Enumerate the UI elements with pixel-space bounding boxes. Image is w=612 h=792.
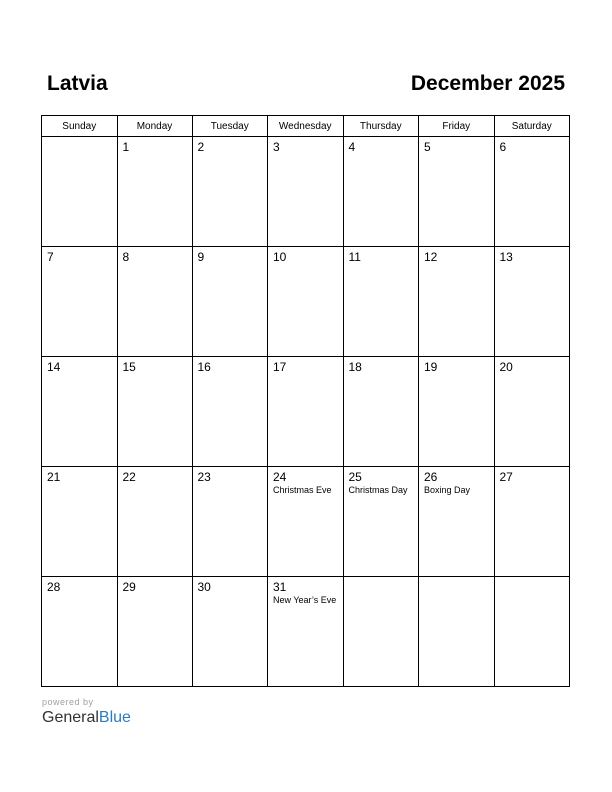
day-number: 31	[273, 580, 287, 594]
day-number: 15	[122, 360, 136, 374]
weekday-wednesday: Wednesday	[268, 116, 344, 137]
day-cell	[192, 137, 268, 247]
weekday-sunday: Sunday	[42, 116, 118, 137]
day-number: 2	[197, 140, 205, 154]
brand-blue-text: Blue	[98, 709, 131, 726]
weekday-saturday: Saturday	[494, 116, 570, 137]
day-number: 24	[273, 470, 287, 484]
day-number: 7	[47, 250, 54, 264]
week-row	[42, 577, 570, 687]
week-row	[42, 467, 570, 577]
day-number: 20	[499, 360, 513, 374]
weekday-friday: Friday	[419, 116, 495, 137]
day-number: 6	[499, 140, 507, 154]
day-cell	[419, 137, 495, 247]
day-number: 1	[122, 140, 130, 154]
week-row	[42, 137, 570, 247]
day-number: 28	[47, 580, 61, 594]
day-number: 4	[348, 140, 356, 154]
day-number: 25	[348, 470, 362, 484]
day-cell	[192, 467, 268, 577]
day-cell	[419, 247, 495, 357]
day-number: 12	[424, 250, 438, 264]
brand-general-text: General	[42, 709, 99, 726]
day-cell	[419, 577, 495, 687]
country-title: Latvia	[47, 72, 108, 95]
footer-branding	[42, 697, 131, 728]
day-cell	[419, 467, 495, 577]
day-number: 14	[47, 360, 61, 374]
day-cell	[494, 357, 570, 467]
day-cell	[268, 357, 344, 467]
day-cell	[42, 577, 118, 687]
day-cell	[268, 577, 344, 687]
day-number: 21	[47, 470, 61, 484]
day-cell	[42, 467, 118, 577]
day-cell	[117, 577, 192, 687]
day-number: 27	[499, 470, 513, 484]
day-cell	[494, 137, 570, 247]
day-cell	[117, 137, 192, 247]
weekday-tuesday: Tuesday	[192, 116, 268, 137]
day-cell	[343, 247, 419, 357]
weekday-header-row	[42, 116, 570, 137]
day-cell	[494, 577, 570, 687]
day-cell	[494, 467, 570, 577]
day-number: 11	[348, 250, 361, 264]
day-number: 18	[348, 360, 362, 374]
day-cell	[494, 247, 570, 357]
weekday-monday: Monday	[117, 116, 192, 137]
day-number: 3	[273, 140, 280, 154]
day-cell	[192, 357, 268, 467]
day-cell	[343, 357, 419, 467]
month-year-title: December 2025	[410, 72, 565, 95]
day-cell	[42, 247, 118, 357]
holiday-label: Boxing Day	[424, 485, 471, 495]
day-number: 22	[122, 470, 136, 484]
day-number: 23	[197, 470, 211, 484]
day-cell	[343, 467, 419, 577]
weekday-thursday: Thursday	[343, 116, 419, 137]
day-cell	[117, 247, 192, 357]
day-cell	[268, 137, 344, 247]
holiday-label: Christmas Eve	[273, 485, 332, 495]
day-cell	[343, 577, 419, 687]
holiday-label: Christmas Day	[348, 485, 408, 495]
day-cell	[42, 137, 118, 247]
day-number: 16	[197, 360, 211, 374]
holiday-label: New Year’s Eve	[273, 595, 337, 605]
day-cell	[343, 137, 419, 247]
day-number: 19	[424, 360, 438, 374]
day-cell	[268, 247, 344, 357]
day-number: 5	[424, 140, 431, 154]
day-number: 10	[273, 250, 287, 264]
calendar-grid	[41, 115, 570, 687]
week-row	[42, 357, 570, 467]
day-number: 17	[273, 360, 287, 374]
day-number: 30	[197, 580, 211, 594]
day-number: 9	[197, 250, 205, 264]
day-cell	[419, 357, 495, 467]
day-number: 26	[424, 470, 438, 484]
day-number: 13	[499, 250, 513, 264]
day-cell	[268, 467, 344, 577]
brand-logo[interactable]	[42, 708, 131, 728]
day-cell	[192, 247, 268, 357]
powered-by-label: powered by	[42, 697, 94, 707]
day-cell	[42, 357, 118, 467]
day-number: 8	[122, 250, 130, 264]
day-number: 29	[122, 580, 136, 594]
day-cell	[117, 467, 192, 577]
week-row	[42, 247, 570, 357]
day-cell	[192, 577, 268, 687]
day-cell	[117, 357, 192, 467]
